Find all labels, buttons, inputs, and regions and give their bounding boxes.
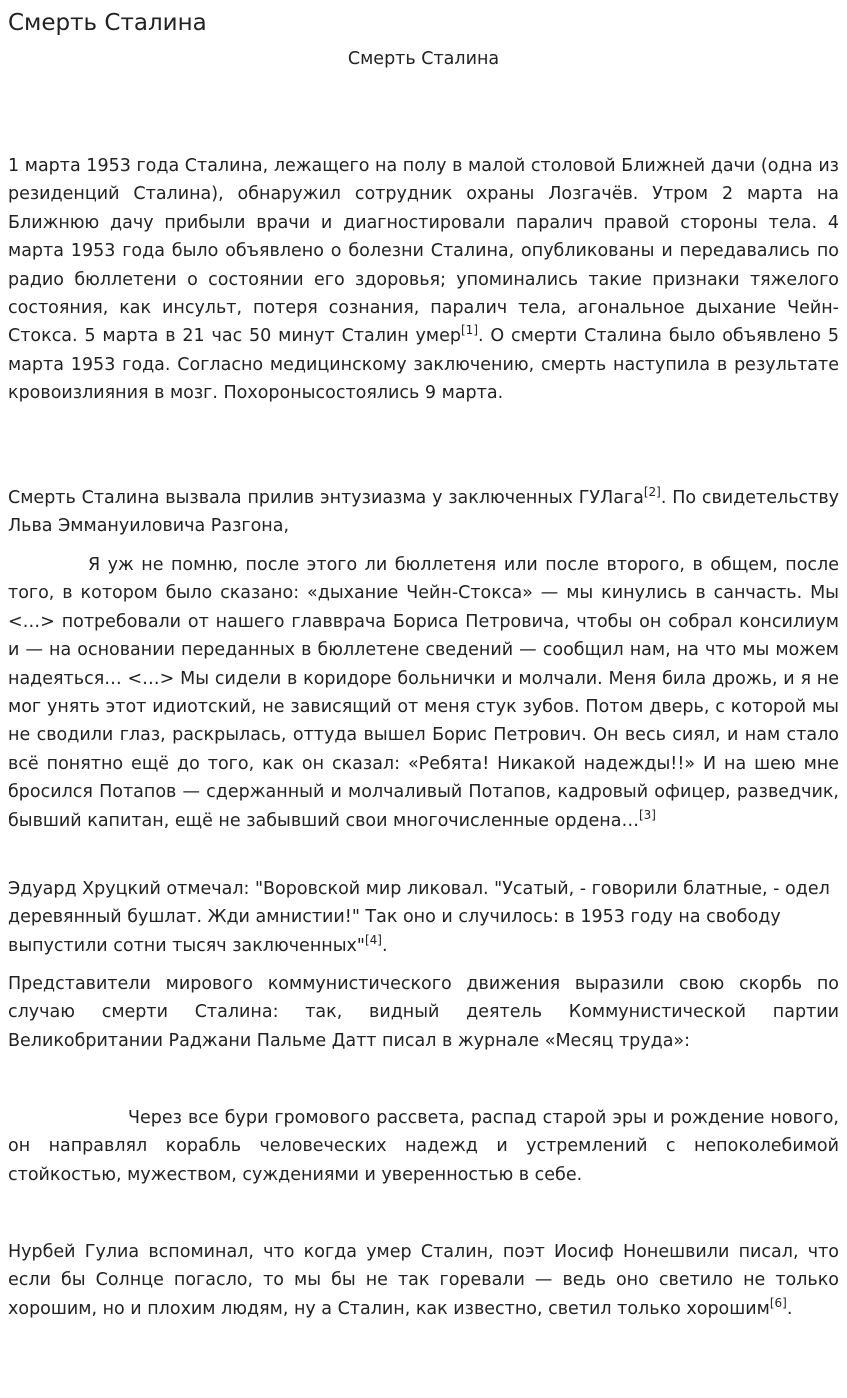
paragraph-text: Представители мирового коммунистического движения выразили свою скорбь по случаю смерти Сталина: так, видный деятель Коммунистической партии Великобритании Раджани Пальме Датт писал в журнале «Месяц труда»:: [8, 974, 839, 1051]
paragraph-communist-movement: [8, 970, 839, 1055]
paragraph-text: .: [786, 1298, 793, 1319]
document-title: Смерть Сталина: [347, 49, 500, 69]
paragraph-text: Смерть Сталина вызвала прилив энтузиазма у заключенных ГУЛага: [8, 488, 644, 508]
paragraph-khrutsky: [8, 875, 839, 960]
paragraph-text: Эдуард Хруцкий отмечал: "Воровской мир ликовал. "Усатый, - говорили блатные, - одел деревянный бушлат. Жди амнистии!" Так оно и случилось: в 1953 году на свободу выпустили сотни тысяч заключенных": [8, 879, 830, 956]
paragraph-text: 1 марта 1953 года Сталина, лежащего на полу в малой столовой Ближней дачи (одна из резиденций Сталина), обнаружил сотрудник охраны Лозгачёв. Утром 2 марта на Ближнюю дачу прибыли врачи и диагностировали паралич правой стороны тела. 4 марта 1953 года было объявлено о болезни Сталина, опубликованы и передавались по радио бюллетени о состоянии его здоровья; упоминались такие признаки тяжелого состояния, как инсульт, потеря сознания, паралич тела, агональное дыхание Чейн-Стокса. 5 марта в 21 час 50 минут Сталин умер: [8, 156, 839, 347]
quote-dutt: [8, 1104, 839, 1189]
footnote-ref-3[interactable]: [3]: [638, 807, 656, 822]
footnote-ref-6[interactable]: [6]: [769, 1295, 787, 1310]
footnote-ref-2[interactable]: [2]: [643, 485, 661, 499]
page-header-title: Смерть Сталина: [8, 10, 207, 36]
paragraph-text: . По свидетельству Льва Эммануиловича Разгона,: [8, 488, 839, 537]
quote-text: Я уж не помню, после этого ли бюллетеня или после второго, в общем, после того, в котором было сказано: «дыхание Чейн-Стокса» — мы кинулись в санчасть. Мы <…> потребовали от нашего главврача Бориса Петровича, чтобы он собрал консилиум и — на основании переданных в бюллетене сведений — сообщил нам, на что мы можем надеяться… <…> Мы сидели в коридоре больнички и молчали. Меня била дрожь, и я не мог унять этот идиотский, не зависящий от меня стук зубов. Потом дверь, с которой мы не сводили глаз, раскрылась, оттуда вышел Борис Петрович. Он весь сиял, и нам стало всё понятно ещё до того, как он сказал: «Ребята! Никакой надежды!!» И на шею мне бросился Потапов — сдержанный и молчаливый Потапов, кадровый офицер, разведчик, бывший капитан, ещё не забывший свои многочисленные ордена…: [8, 555, 839, 831]
quote-razgon: [8, 551, 839, 835]
paragraph-text: . О смерти Сталина было объявлено 5 марта 1953 года. Согласно медицинскому заключению, смерть наступила в результате кровоизлияния в мозг. Похоронысостоялись 9 марта.: [8, 326, 839, 404]
paragraph-text: .: [381, 935, 388, 956]
paragraph-gulag-reaction: [8, 484, 839, 541]
paragraph-text: Нурбей Гулиа вспоминал, что когда умер Сталин, поэт Иосиф Нонешвили писал, что если бы Солнце погасло, то мы бы не так горевали — ведь оно светило не только хорошим, но и плохим людям, ну а Сталин, как известно, светил только хорошим: [8, 1242, 839, 1319]
footnote-ref-1[interactable]: [1]: [461, 323, 478, 338]
footnote-ref-4[interactable]: [4]: [364, 932, 382, 947]
paragraph-death-chronology: [8, 152, 839, 408]
quote-text: Через все бури громового рассвета, распад старой эры и рождение нового, он направлял корабль человеческих надежд и устремлений с непоколебимой стойкостью, мужеством, суждениями и уверенностью в себе.: [8, 1108, 839, 1185]
paragraph-gulia: [8, 1238, 839, 1323]
